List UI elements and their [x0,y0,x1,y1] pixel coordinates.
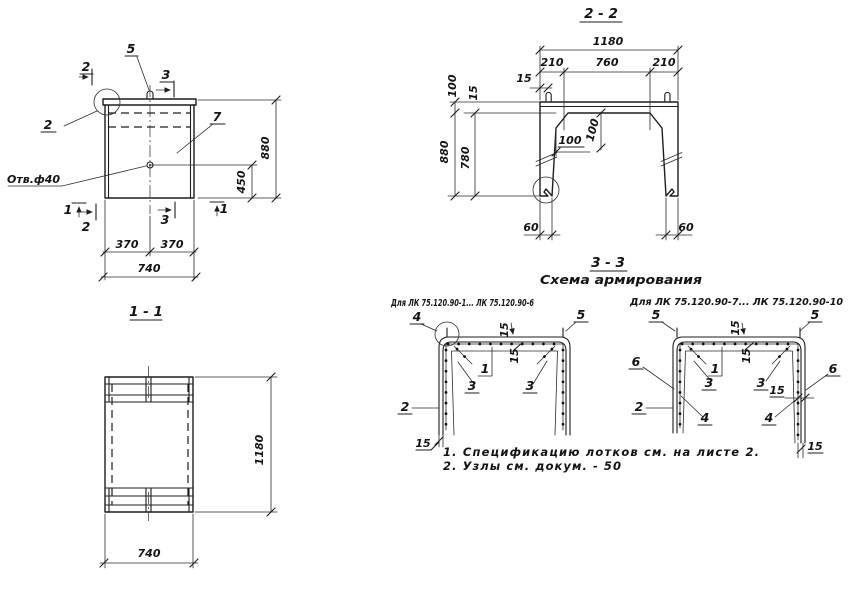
callout-5: 5 [126,41,136,56]
plan-view [7,41,281,281]
callout-4a-right-scheme: 4 [700,410,710,425]
section-mark-3-top: 3 [161,67,171,82]
dim-740-b: 740 [137,547,161,560]
dim-15-inner-left-scheme: 15 [508,348,521,364]
callout-3a-left-scheme: 3 [467,378,477,393]
scheme-left [398,307,588,450]
callout-3a-right-scheme: 3 [704,375,714,390]
callout-6a-right-scheme: 6 [631,354,641,369]
scheme-right-caption: Для ЛК 75.120.90-7... ЛК 75.120.90-10 [629,297,844,308]
callout-5b-right-scheme: 5 [810,307,820,322]
dim-780-v: 780 [459,146,472,170]
callout-3b-left-scheme: 3 [525,378,535,393]
dim-15-bottom-left-scheme: 15 [415,437,431,450]
dim-370b: 370 [160,238,184,251]
dim-60-left: 60 [523,221,539,234]
dim-15-top: 15 [516,72,532,85]
section-2-2 [438,6,694,240]
dim-1180: 1180 [592,35,624,48]
plan-outline [94,85,196,214]
dim-1180-v: 1180 [253,434,266,466]
dim-60-right: 60 [678,221,694,234]
dim-210a: 210 [540,56,564,69]
callout-6b-right-scheme: 6 [828,361,838,376]
note-1: 1. Спецификацию лотков см. на листе 2. [443,445,759,459]
dim-100-haunch-h: 100 [558,134,582,147]
section-mark-2-top: 2 [81,59,91,74]
section-mark-1-left: 1 [63,202,73,217]
callout-3b-right-scheme: 3 [756,375,766,390]
callout-2-right-scheme: 2 [634,399,644,414]
dim-210b: 210 [652,56,676,69]
plan-leaders [8,57,213,186]
callout-5-left-scheme: 5 [576,307,586,322]
section-1-1-outline [105,366,193,521]
section-2-2-title: 2 - 2 [584,6,618,22]
callout-7: 7 [212,109,222,124]
scheme-subtitle: Схема армирования [540,272,702,287]
section-1-1-title: 1 - 1 [129,304,163,320]
callout-1-left-scheme: 1 [480,361,490,376]
dim-100-haunch-v: 100 [583,117,602,143]
section-1-1 [100,304,277,568]
callout-5a-right-scheme: 5 [651,307,661,322]
dim-15-inner-right-scheme: 15 [740,348,753,364]
note-2: 2. Узлы см. докум. - 50 [443,459,621,473]
callout-1-right-scheme: 1 [710,361,720,376]
section-3-3-title: 3 - 3 [591,255,625,271]
dim-740: 740 [137,262,161,275]
dim-450: 450 [235,170,248,194]
section-2-2-outline [533,92,682,203]
dim-15-bottom-right-scheme: 15 [807,440,823,453]
dim-100-slab: 100 [446,74,459,98]
scheme-3-3 [390,255,843,473]
lifting-loops [546,92,670,101]
dim-370a: 370 [115,238,139,251]
scheme-right [629,307,840,458]
leg-joint-hatch [536,153,682,167]
detail-circle [94,89,120,115]
dim-760: 760 [595,56,619,69]
section-mark-3-bottom: 3 [160,212,170,227]
dim-15-top-right-scheme: 15 [729,320,742,336]
dim-15-mid-right-scheme: 15 [769,384,785,397]
callout-2-corner: 2 [43,117,53,132]
section-mark-2-bottom: 2 [81,219,91,234]
section-mark-1-right: 1 [219,201,229,216]
callout-4b-right-scheme: 4 [764,410,774,425]
notes [443,445,759,473]
callout-2-left-scheme: 2 [400,399,410,414]
dim-880: 880 [259,136,272,160]
scheme-left-caption: Для ЛК 75.120.90-1... ЛК 75.120.90-6 [390,298,535,309]
callout-4: 4 [412,309,422,324]
dim-880-v: 880 [438,140,451,164]
dim-15-cover: 15 [467,85,480,101]
dim-15-top-left-scheme: 15 [498,322,511,338]
hole-label: Отв.ф40 [7,173,61,186]
